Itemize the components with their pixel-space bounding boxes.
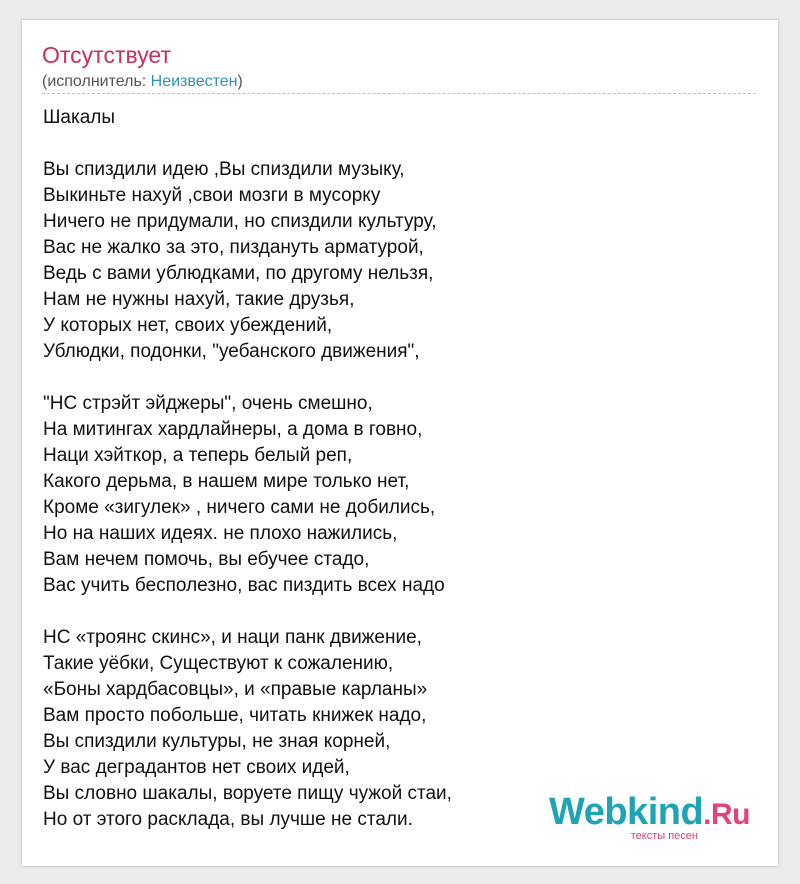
- lyric-line: Ничего не придумали, но спиздили культуру,: [43, 211, 437, 232]
- lyric-line: «Боны хардбасовцы», и «правые карланы»: [43, 679, 428, 700]
- site-logo[interactable]: [549, 793, 750, 842]
- logo-wordmark: [549, 793, 750, 834]
- lyrics-text: [43, 105, 452, 833]
- lyric-line: У которых нет, своих убеждений,: [43, 315, 333, 336]
- lyric-line: Нам не нужны нахуй, такие друзья,: [43, 289, 355, 310]
- logo-tld: .Ru: [703, 798, 750, 831]
- lyric-line: Вам просто побольше, читать книжек надо,: [43, 705, 427, 726]
- logo-tagline: тексты песен: [630, 830, 698, 842]
- lyric-line: Вас учить бесполезно, вас пиздить всех надо: [43, 575, 445, 596]
- lyric-line: Кроме «зигулек» , ничего сами не добились,: [43, 497, 436, 518]
- lyric-line: Какого дерьма, в нашем мире только нет,: [43, 471, 410, 492]
- logo-name: Webkind: [549, 791, 704, 833]
- lyric-line: Ведь с вами ублюдками, по другому нельзя,: [43, 263, 434, 284]
- lyric-line: Но на наших идеях. не плохо нажились,: [43, 523, 398, 544]
- lyrics-card: [22, 20, 778, 866]
- lyric-line: Но от этого расклада, вы лучше не стали.: [43, 809, 413, 830]
- lyric-line: У вас деградантов нет своих идей,: [43, 757, 350, 778]
- lyric-line: Наци хэйткор, а теперь белый реп,: [43, 445, 353, 466]
- lyric-line: Вы спиздили идею ,Вы спиздили музыку,: [43, 159, 405, 180]
- lyric-line: Вам нечем помочь, вы ебучее стадо,: [43, 549, 370, 570]
- lyric-line: [43, 599, 452, 625]
- title-divider: [42, 93, 756, 94]
- lyric-line: Выкиньте нахуй ,свои мозги в мусорку: [43, 185, 381, 206]
- song-title: Отсутствует: [42, 42, 171, 68]
- artist-suffix: ): [237, 73, 243, 90]
- lyric-line: На митингах хардлайнеры, а дома в говно,: [43, 419, 423, 440]
- lyric-line: Ублюдки, подонки, "уебанского движения",: [43, 341, 420, 362]
- artist-prefix: (исполнитель:: [42, 73, 151, 90]
- artist-link[interactable]: Неизвестен: [150, 73, 238, 90]
- lyric-line: Вас не жалко за это, пиздануть арматурой,: [43, 237, 424, 258]
- lyric-line: [43, 365, 452, 391]
- lyric-line: Такие уёбки, Существуют к сожалению,: [43, 653, 394, 674]
- lyric-line: Шакалы: [43, 107, 116, 128]
- artist-line: [42, 73, 243, 91]
- lyric-line: "НС стрэйт эйджеры", очень смешно,: [43, 393, 373, 414]
- lyric-line: [43, 131, 452, 157]
- lyric-line: Вы словно шакалы, воруете пищу чужой стаи,: [43, 783, 452, 804]
- lyric-line: Вы спиздили культуры, не зная корней,: [43, 731, 391, 752]
- lyric-line: НС «троянс скинс», и наци панк движение,: [43, 627, 422, 648]
